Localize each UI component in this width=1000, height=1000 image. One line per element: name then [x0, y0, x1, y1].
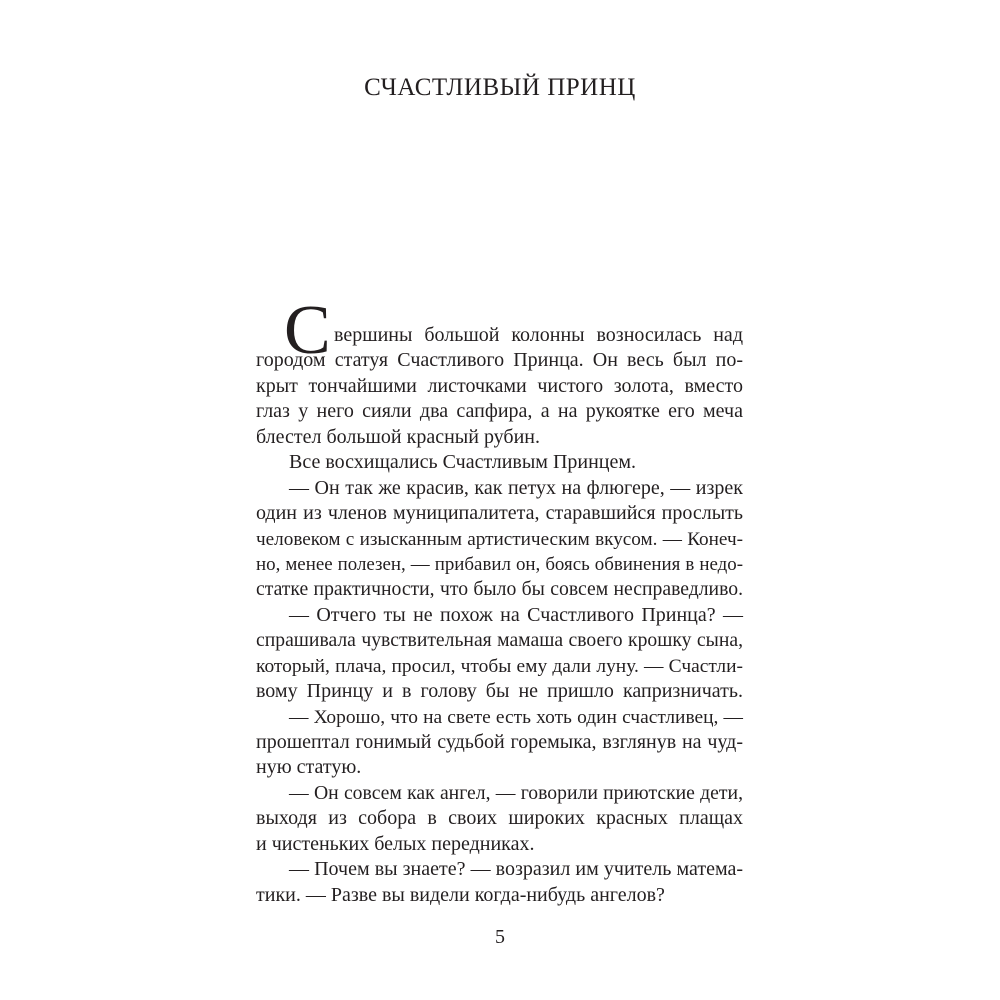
text-line: прошептал гонимый судьбой горемыка, взглянув на чуд- — [256, 731, 743, 753]
text-line: который, плача, просил, чтобы ему дали луну. — Счастли- — [256, 655, 743, 677]
text-line: — Он так же красив, как петух на флюгере, — изрек — [289, 476, 743, 499]
text-line: статке практичности, что было бы совсем несправедливо. — [256, 578, 743, 601]
text-line: вому Принцу и в голову бы не пришло капризничать. — [256, 680, 743, 703]
text-line: — Он совсем как ангел, — говорили приютские дети, — [289, 781, 743, 804]
text-line: Все восхищались Счастливым Принцем. — [289, 451, 637, 474]
text-line: — Хорошо, что на свете есть хоть один счастливец, — — [289, 706, 743, 728]
text-line: крыт тончайшими листочками чистого золота, вместо — [256, 374, 743, 397]
text-line: глаз у него сияли два сапфира, а на рукоятке его меча — [256, 400, 743, 423]
text-line: человеком с изысканным артистическим вкусом. — Конеч- — [256, 528, 743, 550]
text-line: один из членов муниципалитета, старавшийся прослыть — [256, 502, 743, 525]
text-line: — Отчего ты не похож на Счастливого Принца? — — [289, 603, 743, 626]
text-line: но, менее полезен, — прибавил он, боясь обвинения в недо- — [256, 553, 743, 575]
text-line: выходя из собора в своих широких красных плащах — [256, 807, 743, 830]
text-line: и чистеньких белых передниках. — [256, 832, 535, 855]
chapter-title: СЧАСТЛИВЫЙ ПРИНЦ — [364, 74, 636, 101]
page-number: 5 — [495, 926, 505, 948]
drop-cap: С — [284, 292, 331, 369]
chapter-body — [256, 292, 743, 908]
text-line: спрашивала чувствительная мамаша своего крошку сына, — [256, 629, 743, 652]
text-line: блестел большой красный рубин. — [256, 425, 540, 448]
text-line: вершины большой колонны возносилась над — [334, 324, 743, 346]
text-line: ную статую. — [256, 756, 362, 779]
text-line: — Почем вы знаете? — возразил им учитель матема- — [289, 858, 743, 881]
text-line: тики. — Разве вы видели когда-нибудь ангелов? — [256, 883, 665, 906]
text-line: городом статуя Счастливого Принца. Он весь был по- — [256, 349, 743, 372]
